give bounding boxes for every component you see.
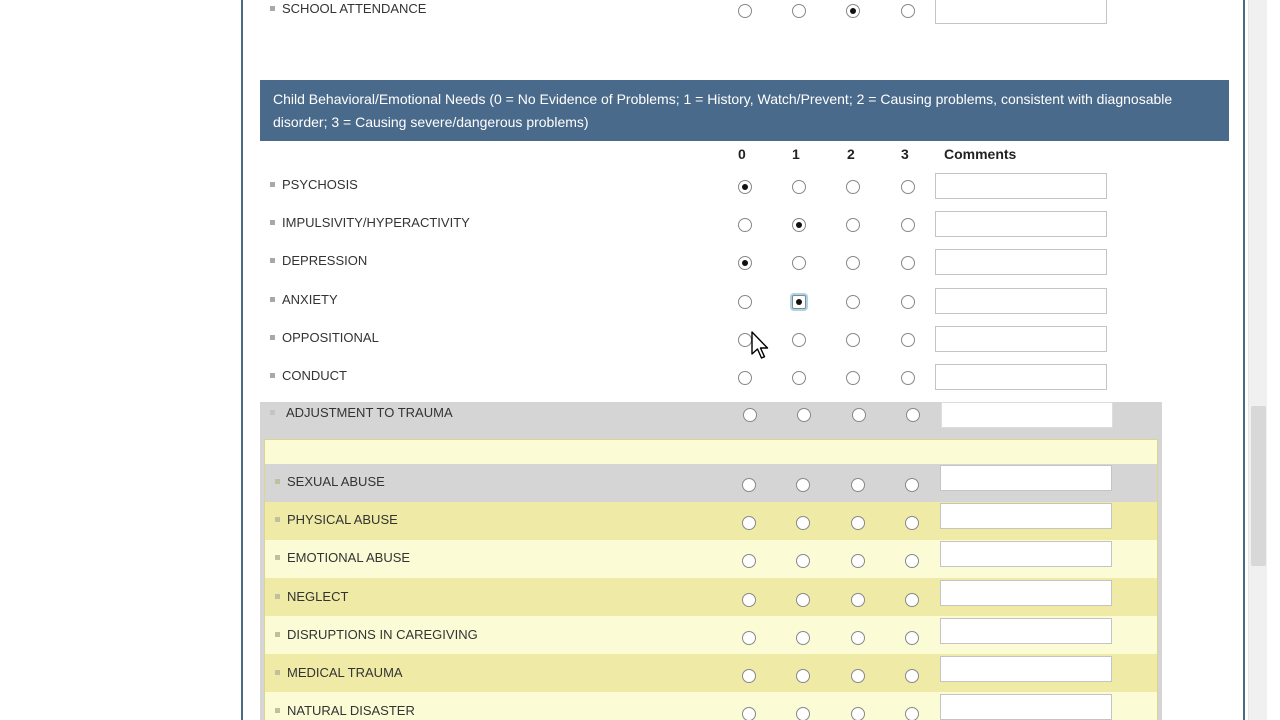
neglect-radio-0[interactable] [742, 593, 756, 607]
bullet-icon [270, 373, 275, 378]
sexual-abuse-radio-2[interactable] [851, 478, 865, 492]
item-label: EMOTIONAL ABUSE [287, 550, 411, 566]
medical-trauma-radio-1[interactable] [796, 669, 810, 683]
column-header-3: 3 [901, 146, 909, 162]
item-label: SCHOOL ATTENDANCE [282, 1, 427, 16]
neglect-radio-3[interactable] [905, 593, 919, 607]
bullet-icon [270, 297, 275, 302]
conduct-comment[interactable] [935, 364, 1107, 390]
adjustment-to-trauma-comment[interactable] [941, 402, 1113, 428]
bullet-icon [270, 335, 275, 340]
anxiety-radio-3[interactable] [901, 295, 915, 309]
physical-abuse-comment[interactable] [940, 503, 1112, 529]
school-attendance-comment[interactable] [935, 0, 1107, 24]
oppositional-radio-1[interactable] [792, 333, 806, 347]
psychosis-comment[interactable] [935, 173, 1107, 199]
bullet-icon [270, 258, 275, 263]
adjustment-to-trauma-radio-1[interactable] [797, 408, 811, 422]
natural-disaster-comment[interactable] [940, 694, 1112, 720]
bullet-icon [275, 670, 280, 675]
sexual-abuse-radio-3[interactable] [905, 478, 919, 492]
scrollbar-thumb[interactable] [1251, 406, 1266, 566]
column-header-2: 2 [847, 146, 855, 162]
anxiety-radio-1[interactable] [792, 295, 806, 309]
school-attendance-radio-2[interactable] [846, 4, 860, 18]
school-attendance-radio-0[interactable] [738, 4, 752, 18]
adjustment-to-trauma-radio-3[interactable] [906, 408, 920, 422]
column-header-1: 1 [792, 146, 800, 162]
sexual-abuse-radio-0[interactable] [742, 478, 756, 492]
neglect-comment[interactable] [940, 580, 1112, 606]
section-header: Child Behavioral/Emotional Needs (0 = No Evidence of Problems; 1 = History, Watch/Prevent; 2 = Causing problems, consistent with diagnosable disorder; 3 = Causing severe/dangerous problems) [260, 80, 1229, 141]
item-label: ANXIETY [282, 291, 338, 307]
bullet-icon [275, 708, 280, 713]
conduct-radio-3[interactable] [901, 371, 915, 385]
bullet-icon [270, 410, 275, 415]
psychosis-radio-0[interactable] [738, 180, 752, 194]
bullet-icon [270, 182, 275, 187]
school-attendance-radio-1[interactable] [792, 4, 806, 18]
disruptions-in-caregiving-radio-0[interactable] [742, 631, 756, 645]
impulsivity-hyperactivity-comment[interactable] [935, 211, 1107, 237]
emotional-abuse-comment[interactable] [940, 541, 1112, 567]
disruptions-in-caregiving-comment[interactable] [940, 618, 1112, 644]
vertical-scrollbar[interactable] [1248, 0, 1267, 720]
sexual-abuse-comment[interactable] [940, 465, 1112, 491]
bullet-icon [275, 594, 280, 599]
item-label: NEGLECT [287, 588, 349, 604]
psychosis-radio-3[interactable] [901, 180, 915, 194]
bullet-icon [270, 6, 275, 11]
sexual-abuse-radio-1[interactable] [796, 478, 810, 492]
anxiety-comment[interactable] [935, 288, 1107, 314]
item-label: NATURAL DISASTER [287, 703, 415, 719]
school-attendance-radio-3[interactable] [901, 4, 915, 18]
natural-disaster-radio-0[interactable] [742, 707, 756, 720]
medical-trauma-radio-0[interactable] [742, 669, 756, 683]
disruptions-in-caregiving-radio-2[interactable] [851, 631, 865, 645]
bullet-icon [275, 517, 280, 522]
depression-comment[interactable] [935, 249, 1107, 275]
column-header-0: 0 [738, 146, 746, 162]
neglect-radio-2[interactable] [851, 593, 865, 607]
natural-disaster-radio-3[interactable] [905, 707, 919, 720]
conduct-radio-2[interactable] [846, 371, 860, 385]
psychosis-radio-2[interactable] [846, 180, 860, 194]
mouse-cursor-icon [750, 330, 770, 362]
oppositional-radio-2[interactable] [846, 333, 860, 347]
item-label: PHYSICAL ABUSE [287, 512, 398, 528]
bullet-icon [270, 220, 275, 225]
oppositional-radio-3[interactable] [901, 333, 915, 347]
disruptions-in-caregiving-radio-3[interactable] [905, 631, 919, 645]
adjustment-to-trauma-radio-2[interactable] [852, 408, 866, 422]
neglect-radio-1[interactable] [796, 593, 810, 607]
medical-trauma-radio-3[interactable] [905, 669, 919, 683]
disruptions-in-caregiving-radio-1[interactable] [796, 631, 810, 645]
medical-trauma-comment[interactable] [940, 656, 1112, 682]
anxiety-radio-2[interactable] [846, 295, 860, 309]
conduct-radio-0[interactable] [738, 371, 752, 385]
item-label: SEXUAL ABUSE [287, 474, 385, 489]
oppositional-comment[interactable] [935, 326, 1107, 352]
adjustment-to-trauma-radio-0[interactable] [743, 408, 757, 422]
conduct-radio-1[interactable] [792, 371, 806, 385]
item-label: DEPRESSION [282, 253, 368, 269]
medical-trauma-radio-2[interactable] [851, 669, 865, 683]
bullet-icon [275, 632, 280, 637]
item-label: PSYCHOSIS [282, 177, 358, 192]
item-label: OPPOSITIONAL [282, 329, 379, 345]
anxiety-radio-0[interactable] [738, 295, 752, 309]
item-label: ADJUSTMENT TO TRAUMA [286, 405, 453, 420]
item-label: CONDUCT [282, 368, 347, 383]
item-label: MEDICAL TRAUMA [287, 665, 403, 680]
natural-disaster-radio-1[interactable] [796, 707, 810, 720]
column-header-comments: Comments [944, 146, 1017, 162]
item-label: IMPULSIVITY/HYPERACTIVITY [282, 215, 470, 231]
natural-disaster-radio-2[interactable] [851, 707, 865, 720]
psychosis-radio-1[interactable] [792, 180, 806, 194]
bullet-icon [275, 555, 280, 560]
item-label: DISRUPTIONS IN CAREGIVING [287, 626, 478, 642]
bullet-icon [275, 479, 280, 484]
